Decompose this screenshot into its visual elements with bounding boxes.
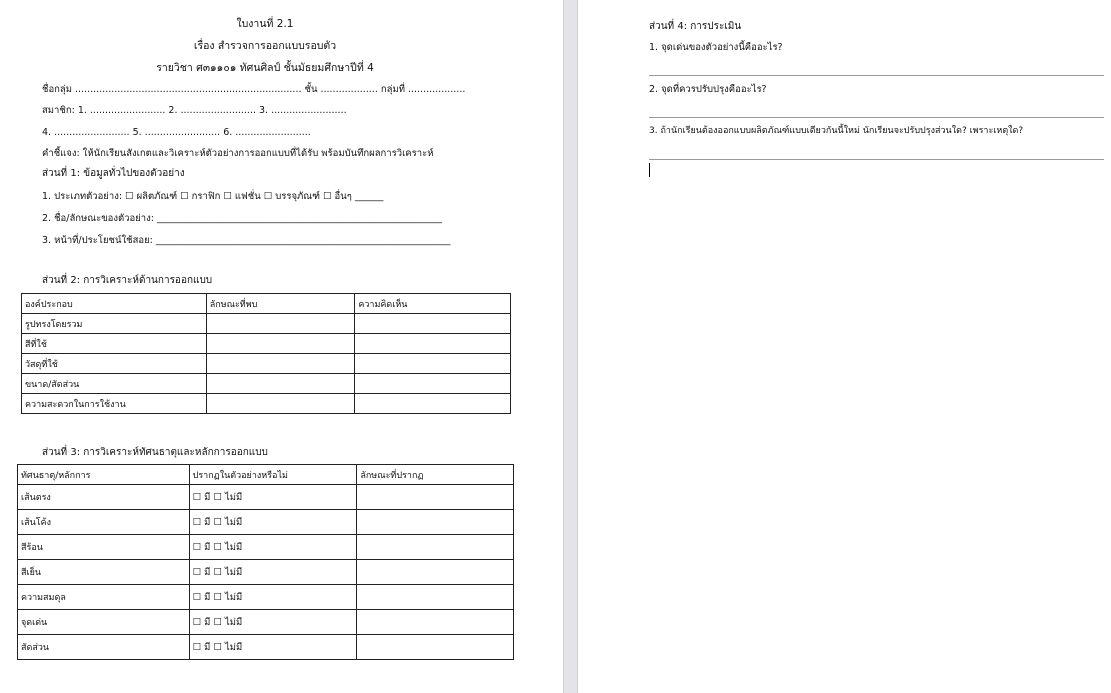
presence-checkboxes[interactable]: ☐ มี ☐ ไม่มี — [189, 510, 357, 535]
worksheet-course: รายวิชา ศ๓๑๑๐๑ ทัศนศิลป์ ชั้นมัธยมศึกษาปีที่ 4 — [156, 62, 374, 74]
row-label: ความสะดวกในการใช้งาน — [22, 394, 207, 414]
answer-line[interactable] — [649, 75, 1104, 76]
table-row — [18, 535, 514, 560]
part1-question-1: 1. ประเภทตัวอย่าง: ☐ ผลิตภัณฑ์ ☐ กราฟิก ☐ แฟชั่น ☐ บรรจุภัณฑ์ ☐ อื่นๆ ______ — [42, 191, 384, 202]
table-row — [18, 485, 514, 510]
presence-checkboxes[interactable]: ☐ มี ☐ ไม่มี — [189, 535, 357, 560]
row-label: ขนาด/สัดส่วน — [22, 374, 207, 394]
table-row — [22, 394, 511, 414]
page-gap — [563, 0, 578, 693]
table-cell[interactable] — [355, 354, 511, 374]
row-label: สีร้อน — [18, 535, 190, 560]
part1-question-3: 3. หน้าที่/ประโยชน์ใช้สอย: ______________________________________________________________ — [42, 235, 451, 246]
table-cell[interactable] — [357, 535, 514, 560]
presence-checkboxes[interactable]: ☐ มี ☐ ไม่มี — [189, 485, 357, 510]
table-cell[interactable] — [206, 374, 355, 394]
presence-checkboxes[interactable]: ☐ มี ☐ ไม่มี — [189, 585, 357, 610]
table-row — [18, 560, 514, 585]
table-cell[interactable] — [357, 485, 514, 510]
table-cell[interactable] — [206, 354, 355, 374]
part3-heading: ส่วนที่ 3: การวิเคราะห์ทัศนธาตุและหลักการออกแบบ — [42, 447, 268, 458]
column-header: ปรากฏในตัวอย่างหรือไม่ — [189, 465, 357, 485]
row-label: สีเย็น — [18, 560, 190, 585]
table-cell[interactable] — [206, 314, 355, 334]
part2-heading: ส่วนที่ 2: การวิเคราะห์ด้านการออกแบบ — [42, 275, 213, 286]
presence-checkboxes[interactable]: ☐ มี ☐ ไม่มี — [189, 610, 357, 635]
design-analysis-table — [21, 293, 511, 414]
table-cell[interactable] — [357, 585, 514, 610]
part4-question-3: 3. ถ้านักเรียนต้องออกแบบผลิตภัณฑ์แบบเดียวกันนี้ใหม่ นักเรียนจะปรับปรุงส่วนใด? เพราะเหตุใด? — [649, 126, 1024, 136]
table-cell[interactable] — [357, 610, 514, 635]
worksheet-subject: เรื่อง สำรวจการออกแบบรอบตัว — [193, 40, 337, 52]
table-cell[interactable] — [355, 394, 511, 414]
part4-question-2: 2. จุดที่ควรปรับปรุงคืออะไร? — [649, 84, 767, 95]
document-page-2 — [578, 0, 1111, 693]
row-label: วัสดุที่ใช้ — [22, 354, 207, 374]
group-info-line: ชื่อกลุ่ม ........................................................................... ชั้น ................... กลุ่มที่ ................... — [42, 84, 466, 95]
table-cell[interactable] — [355, 314, 511, 334]
table-cell[interactable] — [355, 334, 511, 354]
answer-line[interactable] — [649, 117, 1104, 118]
table-row — [22, 314, 511, 334]
members-line-2: 4. ......................... 5. ......................... 6. ......................... — [42, 127, 311, 138]
table-row — [18, 510, 514, 535]
table-cell[interactable] — [206, 394, 355, 414]
table-row — [18, 635, 514, 660]
column-header: ลักษณะที่ปรากฏ — [357, 465, 514, 485]
table-row — [22, 354, 511, 374]
answer-line[interactable] — [649, 159, 1104, 160]
part1-heading: ส่วนที่ 1: ข้อมูลทั่วไปของตัวอย่าง — [42, 168, 185, 179]
table-row — [22, 334, 511, 354]
table-cell[interactable] — [357, 510, 514, 535]
table-row — [22, 374, 511, 394]
presence-checkboxes[interactable]: ☐ มี ☐ ไม่มี — [189, 560, 357, 585]
row-label: สีที่ใช้ — [22, 334, 207, 354]
visual-elements-table — [17, 464, 514, 660]
row-label: เส้นโค้ง — [18, 510, 190, 535]
table-cell[interactable] — [357, 635, 514, 660]
row-label: เส้นตรง — [18, 485, 190, 510]
row-label: ความสมดุล — [18, 585, 190, 610]
column-header: ทัศนธาตุ/หลักการ — [18, 465, 190, 485]
table-row — [18, 610, 514, 635]
worksheet-title: ใบงานที่ 2.1 — [236, 18, 294, 30]
table-header-row — [22, 294, 511, 314]
column-header: องค์ประกอบ — [22, 294, 207, 314]
part1-question-2: 2. ชื่อ/ลักษณะของตัวอย่าง: ____________________________________________________________ — [42, 213, 442, 224]
column-header: ลักษณะที่พบ — [206, 294, 355, 314]
part4-question-1: 1. จุดเด่นของตัวอย่างนี้คืออะไร? — [649, 42, 783, 53]
presence-checkboxes[interactable]: ☐ มี ☐ ไม่มี — [189, 635, 357, 660]
members-line-1: สมาชิก: 1. ......................... 2. ......................... 3. ......................... — [42, 105, 347, 116]
text-cursor — [649, 163, 650, 177]
row-label: จุดเด่น — [18, 610, 190, 635]
table-cell[interactable] — [357, 560, 514, 585]
table-row — [18, 585, 514, 610]
table-cell[interactable] — [206, 334, 355, 354]
instruction-text: คำชี้แจง: ให้นักเรียนสังเกตและวิเคราะห์ตัวอย่างการออกแบบที่ได้รับ พร้อมบันทึกผลการวิเคราะห์ — [42, 148, 434, 159]
table-cell[interactable] — [355, 374, 511, 394]
row-label: รูปทรงโดยรวม — [22, 314, 207, 334]
column-header: ความคิดเห็น — [355, 294, 511, 314]
row-label: สัดส่วน — [18, 635, 190, 660]
table-header-row — [18, 465, 514, 485]
part4-heading: ส่วนที่ 4: การประเมิน — [649, 21, 742, 32]
